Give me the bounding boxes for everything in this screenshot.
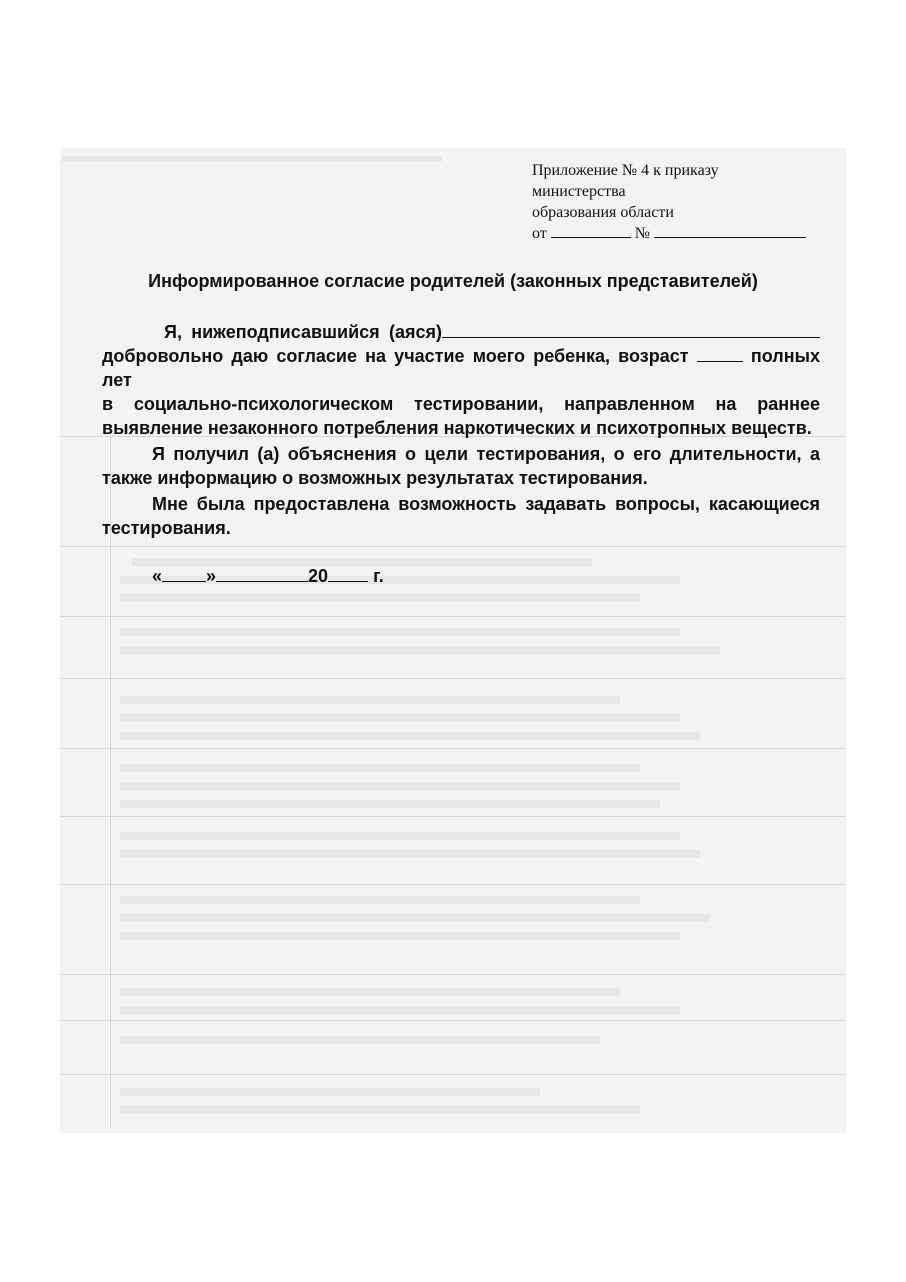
bleed-through-rule	[60, 546, 846, 547]
paragraph-questions: Мне была предоставлена возможность задавать вопросы, касающиеся тестирования.	[102, 494, 820, 538]
bleed-through-rule	[60, 816, 846, 817]
month-blank[interactable]	[216, 567, 308, 582]
bleed-through-line	[120, 800, 660, 808]
bleed-through-line	[120, 594, 640, 602]
appendix-date-number-line	[532, 223, 806, 244]
bleed-through-line	[120, 714, 680, 722]
document-title: Информированное согласие родителей (законных представителей)	[148, 271, 758, 291]
appendix-line: образования области	[532, 204, 674, 221]
bleed-through-rule	[60, 748, 846, 749]
consent-text: добровольно даю согласие на участие моего ребенка, возраст	[102, 346, 689, 366]
paragraph-consent-start	[102, 320, 820, 344]
paragraph-explanations: Я получил (а) объяснения о цели тестирования, о его длительности, а также информацию о возможных результатах тестирования.	[102, 444, 820, 488]
bleed-through-rule	[60, 616, 846, 617]
document-sheet	[60, 148, 846, 1133]
year-suffix: г.	[373, 566, 384, 586]
years-label: полных лет	[102, 346, 820, 390]
year-prefix: 20	[308, 566, 329, 586]
bleed-through-line	[120, 628, 680, 636]
bleed-through-rule	[60, 1074, 846, 1075]
paragraph-consent-age-line	[102, 344, 820, 392]
document-body	[102, 320, 820, 540]
appendix-line: Приложение № 4 к приказу	[532, 162, 719, 179]
bleed-through-rule	[60, 884, 846, 885]
paragraph-consent-rest: в социально-психологическом тестировании, направленном на раннее выявление незаконного потребления наркотических и психотропных веществ.	[102, 394, 820, 438]
appendix-line: министерства	[532, 183, 626, 200]
bleed-through-rule	[60, 678, 846, 679]
open-quote: «	[152, 566, 163, 586]
signature-date-line	[152, 566, 384, 587]
bleed-through-line	[120, 850, 700, 858]
bleed-through-rule	[60, 974, 846, 975]
day-blank[interactable]	[162, 567, 206, 582]
bleed-through-line	[120, 782, 680, 790]
bleed-through-line	[120, 1088, 540, 1096]
bleed-through-line	[120, 914, 710, 922]
bleed-through-line	[120, 696, 620, 704]
bleed-through-line	[120, 732, 700, 740]
close-quote: »	[206, 566, 217, 586]
bleed-through-line	[132, 558, 592, 566]
bleed-through-line	[120, 932, 680, 940]
date-blank[interactable]	[551, 223, 631, 238]
bleed-through-line	[120, 1036, 600, 1044]
bleed-through-line	[120, 896, 640, 904]
bleed-through-line	[120, 1006, 680, 1014]
signer-name-blank[interactable]	[442, 323, 820, 338]
bleed-through-line	[120, 988, 620, 996]
number-label: №	[634, 225, 651, 242]
bleed-through-line	[62, 156, 442, 162]
appendix-reference	[532, 160, 806, 244]
bleed-through-line	[120, 832, 680, 840]
bleed-through-line	[120, 1106, 640, 1114]
bleed-through-rule	[60, 1020, 846, 1021]
signer-label: Я, нижеподписавшийся (аяся)	[164, 322, 442, 342]
from-label: от	[532, 225, 547, 242]
year-blank[interactable]	[328, 567, 368, 582]
age-blank[interactable]	[697, 347, 743, 362]
bleed-through-line	[120, 764, 640, 772]
bleed-through-line	[120, 646, 720, 654]
number-blank[interactable]	[654, 223, 806, 238]
